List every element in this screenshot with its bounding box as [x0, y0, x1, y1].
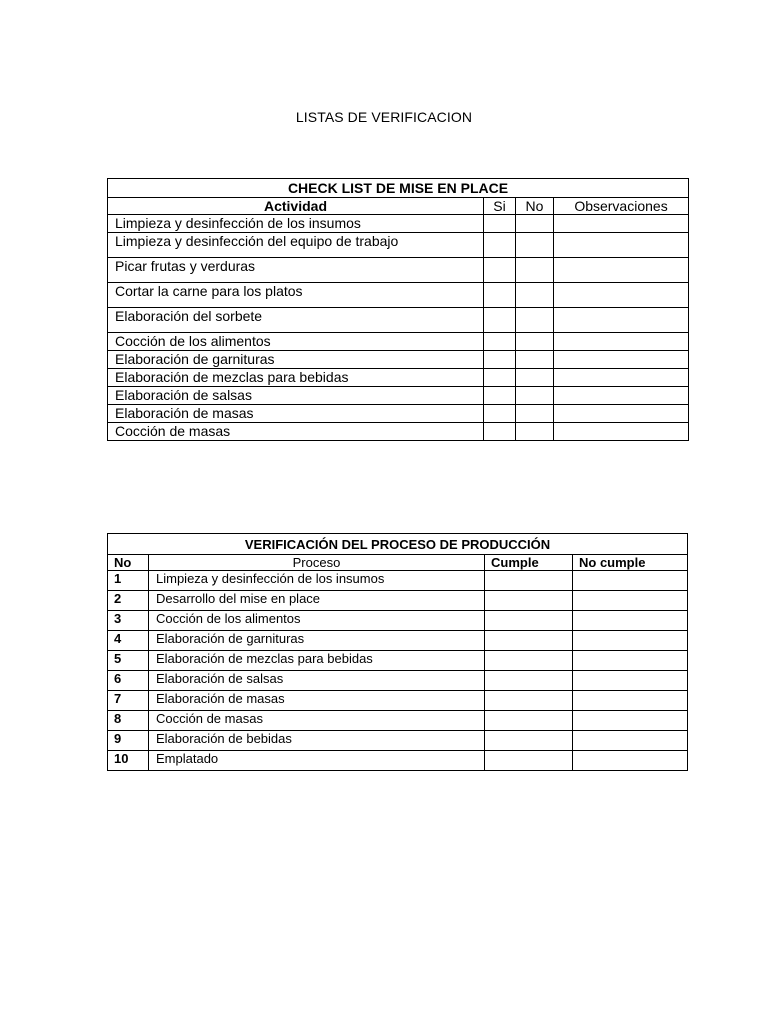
activity-cell: Elaboración de garnituras: [108, 351, 484, 369]
activity-cell: Limpieza y desinfección de los insumos: [108, 215, 484, 233]
no-cell[interactable]: [516, 405, 554, 423]
table-row: [108, 423, 689, 441]
observations-cell[interactable]: [554, 405, 689, 423]
not-complies-cell[interactable]: [573, 751, 688, 771]
table-row: [108, 671, 688, 691]
header-no: No: [516, 198, 554, 215]
table-row: [108, 405, 689, 423]
no-cell[interactable]: [516, 369, 554, 387]
not-complies-cell[interactable]: [573, 691, 688, 711]
header-number: No: [108, 555, 149, 571]
table-row: [108, 571, 688, 591]
row-number: 1: [108, 571, 149, 591]
process-cell: Emplatado: [149, 751, 485, 771]
not-complies-cell[interactable]: [573, 591, 688, 611]
row-number: 4: [108, 631, 149, 651]
no-cell[interactable]: [516, 215, 554, 233]
yes-cell[interactable]: [484, 351, 516, 369]
document-title: LISTAS DE VERIFICACION: [295, 109, 473, 125]
complies-cell[interactable]: [485, 751, 573, 771]
complies-cell[interactable]: [485, 651, 573, 671]
yes-cell[interactable]: [484, 405, 516, 423]
complies-cell[interactable]: [485, 671, 573, 691]
no-cell[interactable]: [516, 423, 554, 441]
table-row: [108, 283, 689, 308]
process-cell: Desarrollo del mise en place: [149, 591, 485, 611]
observations-cell[interactable]: [554, 215, 689, 233]
production-caption-row: [108, 534, 688, 555]
table-row: [108, 258, 689, 283]
complies-cell[interactable]: [485, 571, 573, 591]
activity-cell: Picar frutas y verduras: [108, 258, 484, 283]
not-complies-cell[interactable]: [573, 571, 688, 591]
header-complies: Cumple: [485, 555, 573, 571]
observations-cell[interactable]: [554, 423, 689, 441]
row-number: 6: [108, 671, 149, 691]
row-number: 5: [108, 651, 149, 671]
activity-cell: Cocción de masas: [108, 423, 484, 441]
table-row: [108, 215, 689, 233]
process-cell: Elaboración de garnituras: [149, 631, 485, 651]
header-observations: Observaciones: [554, 198, 689, 215]
table-row: [108, 631, 688, 651]
observations-cell[interactable]: [554, 258, 689, 283]
activity-cell: Elaboración de salsas: [108, 387, 484, 405]
observations-cell[interactable]: [554, 333, 689, 351]
row-number: 7: [108, 691, 149, 711]
process-cell: Elaboración de mezclas para bebidas: [149, 651, 485, 671]
header-activity: Actividad: [108, 198, 484, 215]
table-row: [108, 369, 689, 387]
not-complies-cell[interactable]: [573, 631, 688, 651]
production-caption: VERIFICACIÓN DEL PROCESO DE PRODUCCIÓN: [108, 534, 688, 555]
yes-cell[interactable]: [484, 283, 516, 308]
yes-cell[interactable]: [484, 233, 516, 258]
observations-cell[interactable]: [554, 387, 689, 405]
not-complies-cell[interactable]: [573, 671, 688, 691]
yes-cell[interactable]: [484, 333, 516, 351]
production-header-row: [108, 555, 688, 571]
table-row: [108, 591, 688, 611]
no-cell[interactable]: [516, 233, 554, 258]
process-cell: Elaboración de salsas: [149, 671, 485, 691]
process-cell: Elaboración de bebidas: [149, 731, 485, 751]
header-yes: Si: [484, 198, 516, 215]
activity-cell: Cocción de los alimentos: [108, 333, 484, 351]
header-not-complies: No cumple: [573, 555, 688, 571]
not-complies-cell[interactable]: [573, 711, 688, 731]
table-row: [108, 611, 688, 631]
complies-cell[interactable]: [485, 731, 573, 751]
no-cell[interactable]: [516, 333, 554, 351]
not-complies-cell[interactable]: [573, 611, 688, 631]
yes-cell[interactable]: [484, 258, 516, 283]
process-cell: Cocción de masas: [149, 711, 485, 731]
no-cell[interactable]: [516, 387, 554, 405]
yes-cell[interactable]: [484, 369, 516, 387]
production-process-table: [107, 533, 688, 771]
yes-cell[interactable]: [484, 215, 516, 233]
mise-en-place-checklist-table: [107, 178, 689, 441]
process-cell: Elaboración de masas: [149, 691, 485, 711]
complies-cell[interactable]: [485, 631, 573, 651]
process-cell: Cocción de los alimentos: [149, 611, 485, 631]
row-number: 3: [108, 611, 149, 631]
activity-cell: Elaboración del sorbete: [108, 308, 484, 333]
not-complies-cell[interactable]: [573, 731, 688, 751]
complies-cell[interactable]: [485, 691, 573, 711]
observations-cell[interactable]: [554, 369, 689, 387]
activity-cell: Cortar la carne para los platos: [108, 283, 484, 308]
table-row: [108, 691, 688, 711]
observations-cell[interactable]: [554, 283, 689, 308]
table-row: [108, 351, 689, 369]
table-row: [108, 387, 689, 405]
complies-cell[interactable]: [485, 591, 573, 611]
observations-cell[interactable]: [554, 233, 689, 258]
complies-cell[interactable]: [485, 711, 573, 731]
table-row: [108, 333, 689, 351]
no-cell[interactable]: [516, 258, 554, 283]
table-row: [108, 751, 688, 771]
table-row: [108, 711, 688, 731]
no-cell[interactable]: [516, 283, 554, 308]
checklist-caption-row: [108, 179, 689, 198]
header-process: Proceso: [149, 555, 485, 571]
row-number: 2: [108, 591, 149, 611]
table-row: [108, 308, 689, 333]
yes-cell[interactable]: [484, 308, 516, 333]
yes-cell[interactable]: [484, 423, 516, 441]
no-cell[interactable]: [516, 308, 554, 333]
observations-cell[interactable]: [554, 308, 689, 333]
table-row: [108, 651, 688, 671]
row-number: 8: [108, 711, 149, 731]
complies-cell[interactable]: [485, 611, 573, 631]
activity-cell: Limpieza y desinfección del equipo de trabajo: [108, 233, 484, 258]
checklist-header-row: [108, 198, 689, 215]
activity-cell: Elaboración de masas: [108, 405, 484, 423]
yes-cell[interactable]: [484, 387, 516, 405]
no-cell[interactable]: [516, 351, 554, 369]
row-number: 9: [108, 731, 149, 751]
table-row: [108, 731, 688, 751]
not-complies-cell[interactable]: [573, 651, 688, 671]
observations-cell[interactable]: [554, 351, 689, 369]
process-cell: Limpieza y desinfección de los insumos: [149, 571, 485, 591]
activity-cell: Elaboración de mezclas para bebidas: [108, 369, 484, 387]
checklist-caption: CHECK LIST DE MISE EN PLACE: [108, 179, 689, 198]
table-row: [108, 233, 689, 258]
row-number: 10: [108, 751, 149, 771]
